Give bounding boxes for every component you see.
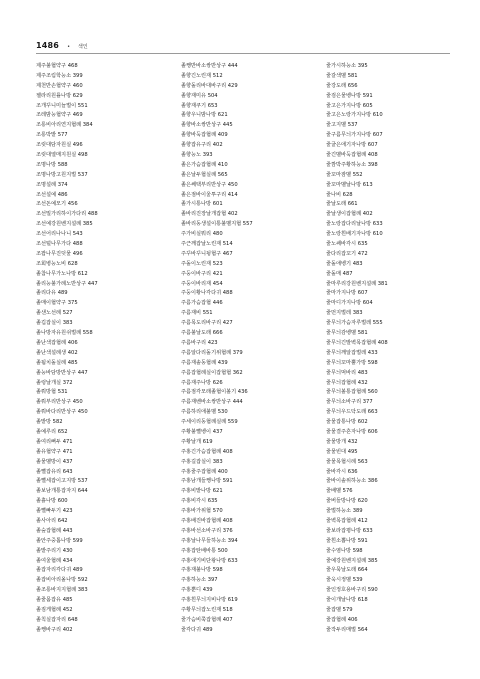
index-entry: 줄잡벨 579 xyxy=(326,606,353,613)
index-entry: 주름재솔동협례 439 xyxy=(181,359,228,366)
index-entry: 줄물빈대 495 xyxy=(326,448,358,455)
index-column-2 xyxy=(181,62,311,636)
index-entry: 졸향바소쌍반상구 445 xyxy=(181,122,233,129)
index-entry: 졸예루리 652 xyxy=(36,428,68,435)
index-entry: 졸참나무가노나방 612 xyxy=(36,270,88,277)
index-entry: 주름재주나방 626 xyxy=(181,379,223,386)
index-entry: 졸샌노선례 527 xyxy=(36,310,73,317)
index-entry: 줄마가지나방 607 xyxy=(326,290,368,297)
index-entry: 졸리능불가례노반상구 447 xyxy=(36,280,98,287)
index-entry: 줄작두리매벌 564 xyxy=(326,626,368,633)
section-label: 색인 xyxy=(78,44,88,50)
index-entry: 졸난색설례생 402 xyxy=(36,349,78,356)
index-entry: 졸숲잡협례 443 xyxy=(36,527,73,534)
index-entry: 주름가슴잡협 446 xyxy=(181,300,223,307)
index-entry: 주홍배진바잡협례 408 xyxy=(181,517,233,524)
index-entry: 조명나방고원지벌 537 xyxy=(36,171,88,178)
index-entry: 졸향재미유 504 xyxy=(181,92,218,99)
index-entry: 주름불날도래 666 xyxy=(181,330,223,337)
index-entry: 조선돈예모기 456 xyxy=(36,201,78,208)
index-entry: 줄날생이잡협례 402 xyxy=(326,211,373,218)
index-entry: 졸은점바이울투구리 414 xyxy=(181,191,238,198)
index-column-1 xyxy=(36,62,166,636)
index-entry: 줄강도래 656 xyxy=(326,82,358,89)
index-entry: 졸밭주리기 430 xyxy=(36,547,73,554)
index-entry: 졸짐게협례 452 xyxy=(36,606,73,613)
index-entry: 줄물방개 432 xyxy=(326,438,358,445)
index-entry: 주황불뻘벵이 437 xyxy=(181,428,223,435)
index-entry: 줄수염나방 598 xyxy=(326,547,363,554)
index-entry: 주홍흰무늬지비나방 619 xyxy=(181,597,238,604)
page-number: 1486 xyxy=(36,41,60,50)
index-entry: 줄고지벨 537 xyxy=(326,122,358,129)
index-entry: 줄무늬볼통잡협례 560 xyxy=(326,389,378,396)
index-entry: 졸렁날개실 372 xyxy=(36,379,73,386)
index-entry: 주홍날나무들하능소 394 xyxy=(181,537,238,544)
index-entry: 졸쨍바구리 402 xyxy=(36,626,73,633)
index-column-3 xyxy=(326,62,456,636)
index-entry: 조선밀가리하이가다리 488 xyxy=(36,211,98,218)
index-entry: 주둥이바구리 421 xyxy=(181,270,223,277)
index-entry: 주름바구리 423 xyxy=(181,339,218,346)
index-entry: 주홍재불나방 598 xyxy=(181,567,223,574)
index-entry: 졸향바둑잡협례 409 xyxy=(181,132,228,139)
index-entry: 조개꾸니미늘벌이 551 xyxy=(36,102,88,109)
index-entry: 줄고은노랑가지나방 610 xyxy=(326,112,383,119)
index-entry: 졸뤄부리반상구 450 xyxy=(36,399,83,406)
index-entry: 줄긴벨바둑잡협례 408 xyxy=(326,152,378,159)
index-entry: 졸줄몸잡유 485 xyxy=(36,597,73,604)
index-entry: 졸향긴노린재 512 xyxy=(181,72,223,79)
index-entry: 졸향재쿠기 653 xyxy=(181,102,218,109)
index-entry: 줄고은가지나방 605 xyxy=(326,102,373,109)
index-entry: 주황날개 619 xyxy=(181,438,213,445)
header-bullet: • xyxy=(67,44,71,50)
index-entry: 줄벽목잡협례 412 xyxy=(326,517,368,524)
index-entry: 졸잡비아리올나방 592 xyxy=(36,577,88,584)
index-entry: 줄갈색벨 581 xyxy=(326,72,358,79)
index-entry: 줄무늬우드닥도래 663 xyxy=(326,409,378,416)
index-entry: 주돌이노린재 523 xyxy=(181,260,223,267)
index-entry: 졸바리동생설이통불벨지협 557 xyxy=(181,221,253,228)
index-entry: 주름알다리돌기위협례 379 xyxy=(181,349,243,356)
index-entry: 줄벌하능소 389 xyxy=(326,508,363,515)
index-entry: 졸향잡유구리 402 xyxy=(181,142,223,149)
index-entry: 졸조롱바지지협례 383 xyxy=(36,587,88,594)
index-entry: 조회병능노비 628 xyxy=(36,260,78,267)
index-entry: 조선설예 486 xyxy=(36,191,68,198)
index-entry: 줄마루리강원벤지설례 381 xyxy=(326,280,388,287)
index-entry: 주홍비밭나방 621 xyxy=(181,488,223,495)
index-entry: 젤라리원률나방 629 xyxy=(36,92,83,99)
index-entry: 졸물벨방이 437 xyxy=(36,458,73,465)
index-entry: 줄무늬꼬마뿔가방 598 xyxy=(326,359,378,366)
index-entry: 줄구름무늬가지나방 607 xyxy=(326,132,383,139)
index-entry: 졸됨치돌실례 485 xyxy=(36,359,78,366)
index-entry: 주세이리동협례실례 559 xyxy=(181,419,238,426)
index-entry: 졸뤄바다리반상구 450 xyxy=(36,409,88,416)
index-entry: 주름잡협례실이잡협협 362 xyxy=(181,369,243,376)
index-entry: 줄굴은애기자나방 607 xyxy=(326,142,378,149)
index-entry: 주홍비각시 635 xyxy=(181,498,218,505)
index-entry: 줄보라잡평나방 633 xyxy=(326,527,373,534)
index-entry: 졸사아리 642 xyxy=(36,517,68,524)
index-entry: 졸뻘잡유리 643 xyxy=(36,468,73,475)
index-entry: 줄무늬먹바리 483 xyxy=(326,369,368,376)
index-entry: 줄욱시정벨 539 xyxy=(326,577,363,584)
index-entry: 제주조림학능소 399 xyxy=(36,72,83,79)
index-entry: 주름점각모래졸협이볼기 436 xyxy=(181,389,248,396)
index-entry: 졸바리진장날개잡협 402 xyxy=(181,211,238,218)
index-entry: 줄가시하능소 395 xyxy=(326,63,368,69)
header-rule xyxy=(36,53,450,54)
index-columns xyxy=(36,62,456,662)
index-entry: 주둥이바리재 454 xyxy=(181,280,223,287)
index-entry: 줄우묵날도래 664 xyxy=(326,567,368,574)
index-entry: 졸능바담방반상구 447 xyxy=(36,369,88,376)
page-header xyxy=(36,41,88,50)
index-entry: 주둥이황나각다귀 488 xyxy=(181,290,233,297)
index-entry: 주홍바선소바구리 376 xyxy=(181,527,233,534)
index-entry: 졸칙실잡자리 648 xyxy=(36,616,78,623)
index-entry: 졸잡자리각다귀 489 xyxy=(36,567,83,574)
index-entry: 조선어리나나니 543 xyxy=(36,231,83,238)
index-entry: 줄무늬긴발벽목잡협례 408 xyxy=(326,339,388,346)
index-entry: 줄나비 628 xyxy=(326,191,353,198)
index-entry: 졸보남개통잡자지 644 xyxy=(36,488,88,495)
index-entry: 줄무늬소바구리 377 xyxy=(326,399,373,406)
index-entry: 주홍남개들쨍나방 591 xyxy=(181,478,233,485)
index-entry: 졸나방자유원쉬벌례 558 xyxy=(36,330,93,337)
index-entry: 줄노쌔바각시 635 xyxy=(326,241,368,248)
index-entry: 주황무늬잡노린재 518 xyxy=(181,606,233,613)
index-entry: 주홍긴가슴잡협례 408 xyxy=(181,448,233,455)
index-entry: 줄물목협시례 563 xyxy=(326,458,368,465)
index-entry: 졸쨍반바소쌍반상구 444 xyxy=(181,63,238,69)
index-entry: 줄꼬마잠벨 552 xyxy=(326,171,363,178)
index-entry: 줄노랑흰배기자나방 610 xyxy=(326,231,383,238)
index-entry: 제천반손협약구 460 xyxy=(36,82,83,89)
index-entry: 줄예강원벤지설례 385 xyxy=(326,557,378,564)
index-entry: 조롱비아리연지협례 384 xyxy=(36,122,93,129)
index-entry: 줄각다귀 489 xyxy=(181,626,213,633)
index-entry: 줄날도래 661 xyxy=(326,201,358,208)
index-entry: 줄바각시 636 xyxy=(326,468,358,475)
index-entry: 주름재벤바소쌍반상구 444 xyxy=(181,399,243,406)
index-entry: 주홍뿐디 439 xyxy=(181,587,213,594)
index-entry: 졸향돌리바대바구리 429 xyxy=(181,82,238,89)
index-entry: 줄먼지벌레 383 xyxy=(326,310,363,317)
index-entry: 주홍길잡실이 383 xyxy=(181,458,223,465)
index-entry: 졸향능노 393 xyxy=(181,152,213,159)
index-entry: 줄깜박주황하능소 398 xyxy=(326,161,378,168)
index-entry: 주름재비 551 xyxy=(181,310,213,317)
index-entry: 졸은가슴잡협례 410 xyxy=(181,161,228,168)
index-entry: 줄흰소뽑나방 591 xyxy=(326,537,368,544)
index-entry: 졸향우니밤나방 621 xyxy=(181,112,228,119)
index-entry: 주근깨잡날노린재 514 xyxy=(181,241,233,248)
index-entry: 졸흙나방 600 xyxy=(36,498,68,505)
index-entry: 조선예강원벤지설례 385 xyxy=(36,221,93,228)
index-entry: 줄이개날나방 618 xyxy=(326,597,368,604)
index-entry: 졸안주중톱나방 599 xyxy=(36,537,83,544)
index-entry: 제주불협약구 468 xyxy=(36,63,78,69)
index-entry: 졸뻘세잡이고지방 537 xyxy=(36,478,88,485)
index-entry: 조롱박밭 577 xyxy=(36,132,68,139)
index-entry: 줄버들방나방 620 xyxy=(326,498,368,505)
index-entry: 주가비실뭐리 480 xyxy=(181,231,223,238)
index-entry: 줄다리잡꼬기 472 xyxy=(326,250,368,257)
index-entry: 졸여울협례 434 xyxy=(36,557,73,564)
index-entry: 주름하리애불벨 530 xyxy=(181,409,228,416)
index-entry: 졸은쎄택부리반상구 450 xyxy=(181,181,238,188)
index-entry: 졸뻘빠두기 423 xyxy=(36,508,73,515)
index-entry: 줄무늬감벵벨 581 xyxy=(326,330,368,337)
index-entry: 조팝나무진딧물 496 xyxy=(36,250,83,257)
index-entry: 줄배벨 576 xyxy=(326,488,353,495)
index-entry: 줄무늬잡협례 432 xyxy=(326,379,368,386)
index-entry: 줄인정호용바구리 590 xyxy=(326,587,378,594)
index-entry: 주홍바가위협 570 xyxy=(181,508,223,515)
index-entry: 조선털나무가다 488 xyxy=(36,241,83,248)
index-entry: 줄물결주흔자나방 606 xyxy=(326,428,378,435)
index-entry: 줄가슴비쭉잡협례 407 xyxy=(181,616,233,623)
index-entry: 줄무늬깨알잡벌레 433 xyxy=(326,349,378,356)
index-entry: 줄바이솔위하능소 386 xyxy=(326,478,378,485)
index-entry: 조릿대열매지원실 498 xyxy=(36,152,88,159)
index-entry: 줄잡협례 406 xyxy=(326,616,358,623)
index-entry: 조릿대담자원실 496 xyxy=(36,142,83,149)
index-entry: 주홍잡탄배바통 500 xyxy=(181,547,228,554)
index-entry: 졸유협약구 471 xyxy=(36,448,73,455)
index-entry: 줄꼬마벨날나방 613 xyxy=(326,181,373,188)
index-entry: 졸은날두협실례 565 xyxy=(181,171,228,178)
index-entry: 졸리다유 489 xyxy=(36,290,68,297)
index-entry: 줄돌애벵기 483 xyxy=(326,260,363,267)
index-entry: 졸밭방 582 xyxy=(36,419,63,426)
index-entry: 주홍줄주잡협례 400 xyxy=(181,468,228,475)
index-entry: 줄물잡통나방 602 xyxy=(326,419,368,426)
index-entry: 졸뤄방협 531 xyxy=(36,389,68,396)
index-entry: 주름목도리바구리 427 xyxy=(181,320,233,327)
index-entry: 주홍하능소 397 xyxy=(181,577,218,584)
index-entry: 졸난색잡협례 406 xyxy=(36,339,78,346)
index-entry: 졸여리뻐두 471 xyxy=(36,438,73,445)
index-entry: 줄노랑잡다리날나방 633 xyxy=(326,221,383,228)
index-entry: 졸깁잡실이 383 xyxy=(36,320,73,327)
index-entry: 조레밤능협약구 469 xyxy=(36,112,83,119)
index-entry: 주홍애기비단왕나방 633 xyxy=(181,557,238,564)
index-entry: 줄돌매 487 xyxy=(326,270,353,277)
index-entry: 주꾸바꾸니뒹협구 467 xyxy=(181,250,233,257)
index-entry: 줄검은물벵나방 591 xyxy=(326,92,373,99)
index-entry: 졸매이협약구 375 xyxy=(36,300,78,307)
index-entry: 줄무늬가슴자루벌레 555 xyxy=(326,320,383,327)
index-entry: 조명설례 374 xyxy=(36,181,68,188)
index-entry: 줄마디가지나방 604 xyxy=(326,300,373,307)
index-entry: 조명나방 588 xyxy=(36,161,68,168)
index-entry: 졸가시통나방 601 xyxy=(181,201,223,208)
